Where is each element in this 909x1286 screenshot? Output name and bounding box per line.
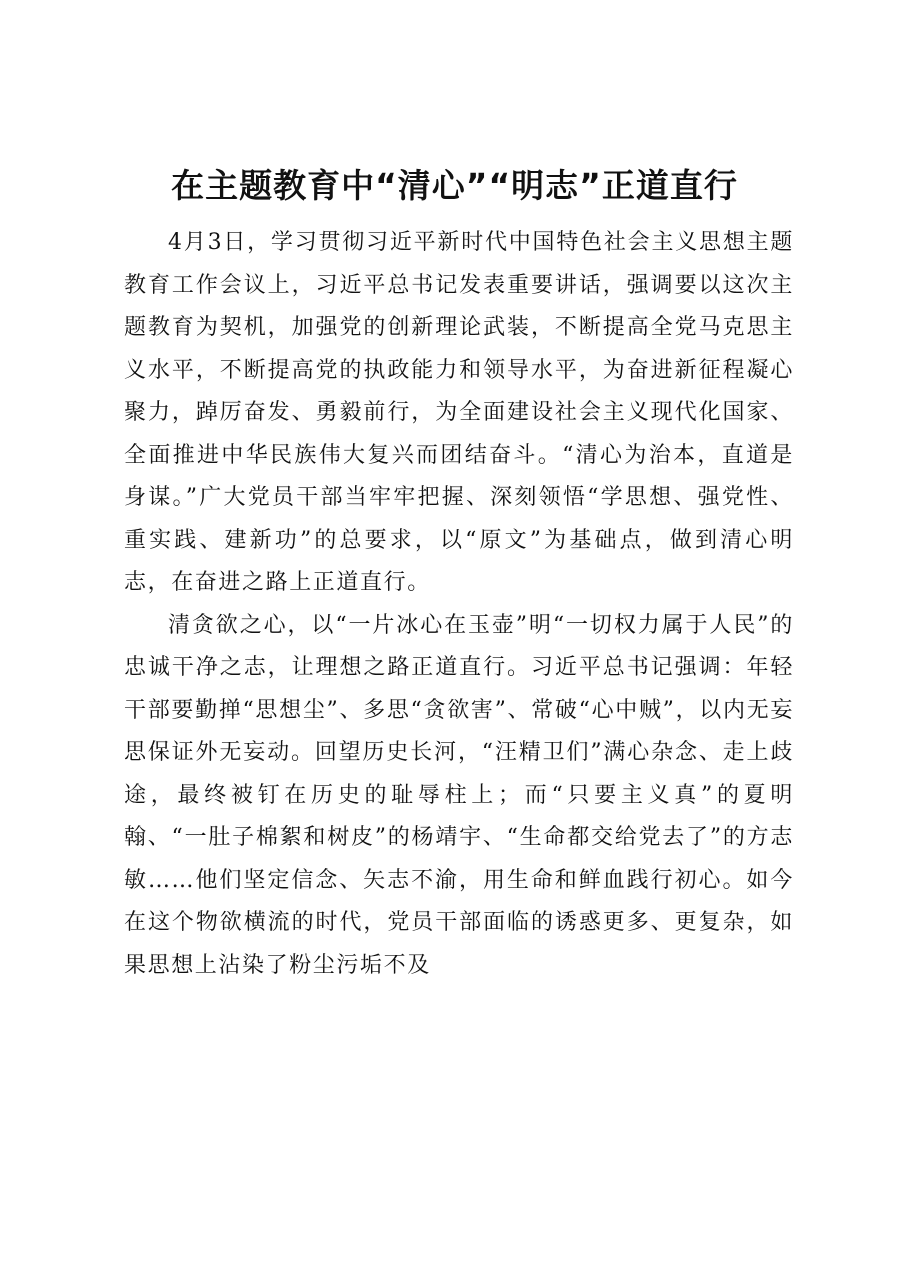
document-title: 在主题教育中“清心”“明志”正道直行	[171, 166, 738, 205]
body-paragraph-2: 清贪欲之心，以“一片冰心在玉壶”明“一切权力属于人民”的忠诚干净之志，让理想之路正道直行。习近平总书记强调：年轻干部要勤掸“思想尘”、多思“贪欲害”、常破“心中贼”，以内无妄思保证外无妄动。回望历史长河，“汪精卫们”满心杂念、走上歧途，最终被钉在历史的耻辱柱上；而“只要主义真”的夏明翰、“一肚子棉絮和树皮”的杨靖宇、“生命都交给党去了”的方志敏……他们坚定信念、矢志不渝，用生命和鲜血践行初心。如今在这个物欲横流的时代，党员干部面临的诱惑更多、更复杂，如果思想上沾染了粉尘污垢不及	[124, 612, 794, 978]
document-body	[124, 222, 794, 987]
body-paragraph-1: 4月3日，学习贯彻习近平新时代中国特色社会主义思想主题教育工作会议上，习近平总书记发表重要讲话，强调要以这次主题教育为契机，加强党的创新理论武装，不断提高全党马克思主义水平，不断提高党的执政能力和领导水平，为奋进新征程凝心聚力，踔厉奋发、勇毅前行，为全面建设社会主义现代化国家、全面推进中华民族伟大复兴而团结奋斗。“清心为治本，直道是身谋。”广大党员干部当牢牢把握、深刻领悟“学思想、强党性、重实践、建新功”的总要求，以“原文”为基础点，做到清心明志，在奋进之路上正道直行。	[124, 230, 794, 595]
